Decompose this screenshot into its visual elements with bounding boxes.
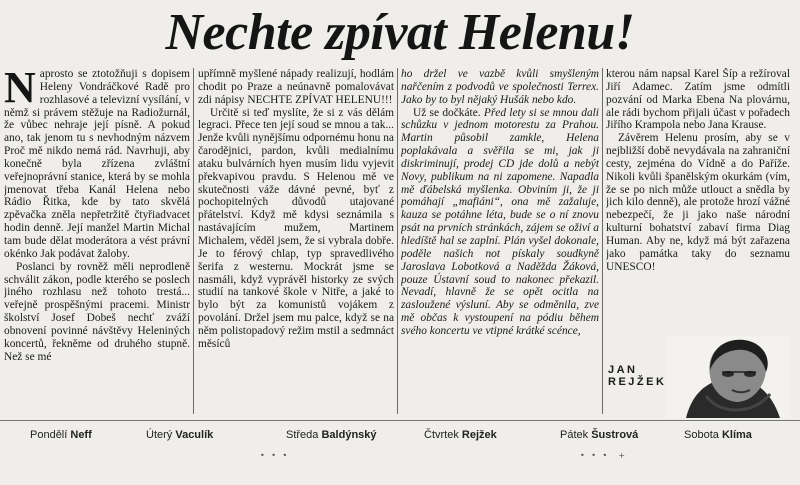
article-column-1 — [4, 68, 190, 416]
column-divider — [193, 68, 194, 414]
author-last-name: REJŽEK — [608, 376, 667, 388]
columnist-schedule — [0, 424, 800, 485]
schedule-monday: Pondělí Neff — [30, 429, 92, 441]
print-speckle: • • • + — [580, 451, 628, 460]
schedule-wednesday: Středa Baldýnský — [286, 429, 377, 441]
paragraph: Závěrem Helenu prosím, aby se v nejbližší době nevydávala na zahraniční cesty, zejména do Vídně a do Paříže. Nikoli kvůli španělským okurkám (vím, že se po nich může utlouct a snědla by jich kilo denně), ale protože hrozí vážné nebezpečí, že ji jako naše národní kulturní bohatství zabaví firma Diag Human. Aby ne, když má být zařazena jako památka taky do seznamu UNESCO! — [606, 132, 790, 273]
schedule-friday: Pátek Šustrová — [560, 429, 639, 441]
paragraph: ho držel ve vazbě kvůli smyšleným nařčením z podvodů ve společnosti Terrex. Jako by to byl nějaký Hušák nebo kdo. — [401, 68, 599, 106]
schedule-saturday: Sobota Klíma — [684, 429, 752, 441]
article-column-4 — [606, 68, 790, 336]
author-name — [608, 364, 666, 388]
footer-divider — [0, 420, 800, 421]
column-divider — [602, 68, 603, 414]
paragraph-text: aprosto se ztotožňuji s dopisem Heleny Vondráčkové Radě pro rozhlasové a televizní vysílání, v němž si právem stěžuje na Radiožurnál, že vůbec nehraje její písně. A pokud ano, tak jenom tu s nevhodným názvem Proč mě nikdo nemá rád. Navrhuji, aby konečně byla zřízena zvláštní veřejnoprávní stanice, která by se mohla jmenovat třeba Kanál Helena nebo Rádio Řitka, kde by tato skvělá zpěvačka zněla nepřetržitě čtyřiadvacet hodin denně. Její manžel Martin Michal tam bude dělat moderátora a vést právní okénko Jak podávat žaloby. — [4, 68, 190, 260]
author-first-name: JAN — [608, 364, 638, 376]
schedule-tuesday: Úterý Vaculík — [146, 429, 214, 441]
article-column-2 — [198, 68, 394, 416]
column-divider — [397, 68, 398, 414]
paragraph: kterou nám napsal Karel Šíp a režíroval Jiří Adamec. Zatím jsme odmítli pozvání od Marka Ebena Na plovárnu, ale rádi bychom přijali účast v pořadech Jiřího Krampola nebo Jana Krause. — [606, 68, 790, 132]
paragraph — [401, 107, 599, 338]
article-column-3 — [401, 68, 599, 416]
drop-cap: N — [4, 68, 36, 112]
paragraph: upřímně myšlené nápady realizují, hodlám chodit po Praze a neúnavně pomalovávat zdi nápisy NECHTE ZPÍVAT HELENU!!! — [198, 68, 394, 106]
author-portrait — [666, 336, 790, 418]
print-speckle: • • • — [260, 451, 290, 460]
author-block — [606, 336, 790, 418]
paragraph — [4, 68, 190, 261]
paragraph: Poslanci by rovněž měli neprodleně schválit zákon, podle kterého se poslech jiného rozhlasu než tohoto trestá... veřejně prospěšnými pracemi. Ministr školství Josef Dobeš nechť zváží obnovení povinné návštěvy Heleniných koncertů, řekněme od druhého stupně. Než se mé — [4, 260, 190, 363]
paragraph: Určitě si teď myslíte, že si z vás dělám legraci. Přece ten její soud se mnou a tak... Jenže kvůli nynějšímu odpornému honu na čarodějnici, pardon, kvůli medialnímu ataku bulvárních hyen musím lidu vyjevit překvapivou pravdu. S Helenou mě ve skutečnosti váže dávné pevné, byť z pochopitelných důvodů utajované přátelství. Když mě kdysi seznámila s nastávajícím mužem, Martinem Michalem, věděl jsem, že si vybrala dobře. Je to férový chlap, typ spravedlivého šerifa z westernu. Mockrát jsme se nasmáli, když vyprávěl historky ze svých studií na tankové škole v Nitře, a jaké to bylo být za komunistů vojákem z povolání. Držel jsem mu palce, když se na něm polistopadový režim mstil a sedmnáct měsíců — [198, 106, 394, 350]
schedule-thursday: Čtvrtek Rejžek — [424, 429, 497, 441]
paragraph-lead: Už se dočkáte. — [413, 106, 484, 119]
paragraph-text: Před lety si se mnou dali schůzku v jednom motorestu za Prahou. Martin působil zamkle, Helena poplakávala a svěřila se mi, jak ji diskriminují, prodej CD jde dolů a nebýt Novy, publikum na ni zapomene. Napadla mě ďábelská myšlenka. Obviním ji, že ji pomáhají „mafiáni“, ona mě zažaluje, kauza se potáhne léta, bude se o ní znovu psát na prvních stránkách, zájem se oživí a hledíště hal se zaplní. Plán vyšel dokonale, poděle našich not pískaly soudkyně Jaroslava Lobotková a Naděžda Žáková, pouze Ústavní soud to nakonec překazil. Nevadí, hlavně že se opět ocitla na zasloužené výsluní. Aby se odměnila, zve mě občas k vystoupení na pódiu během svého koncertu ve vtipné krátké scénce, — [401, 106, 599, 337]
headline: Nechte zpívat Helenu! — [165, 4, 635, 61]
